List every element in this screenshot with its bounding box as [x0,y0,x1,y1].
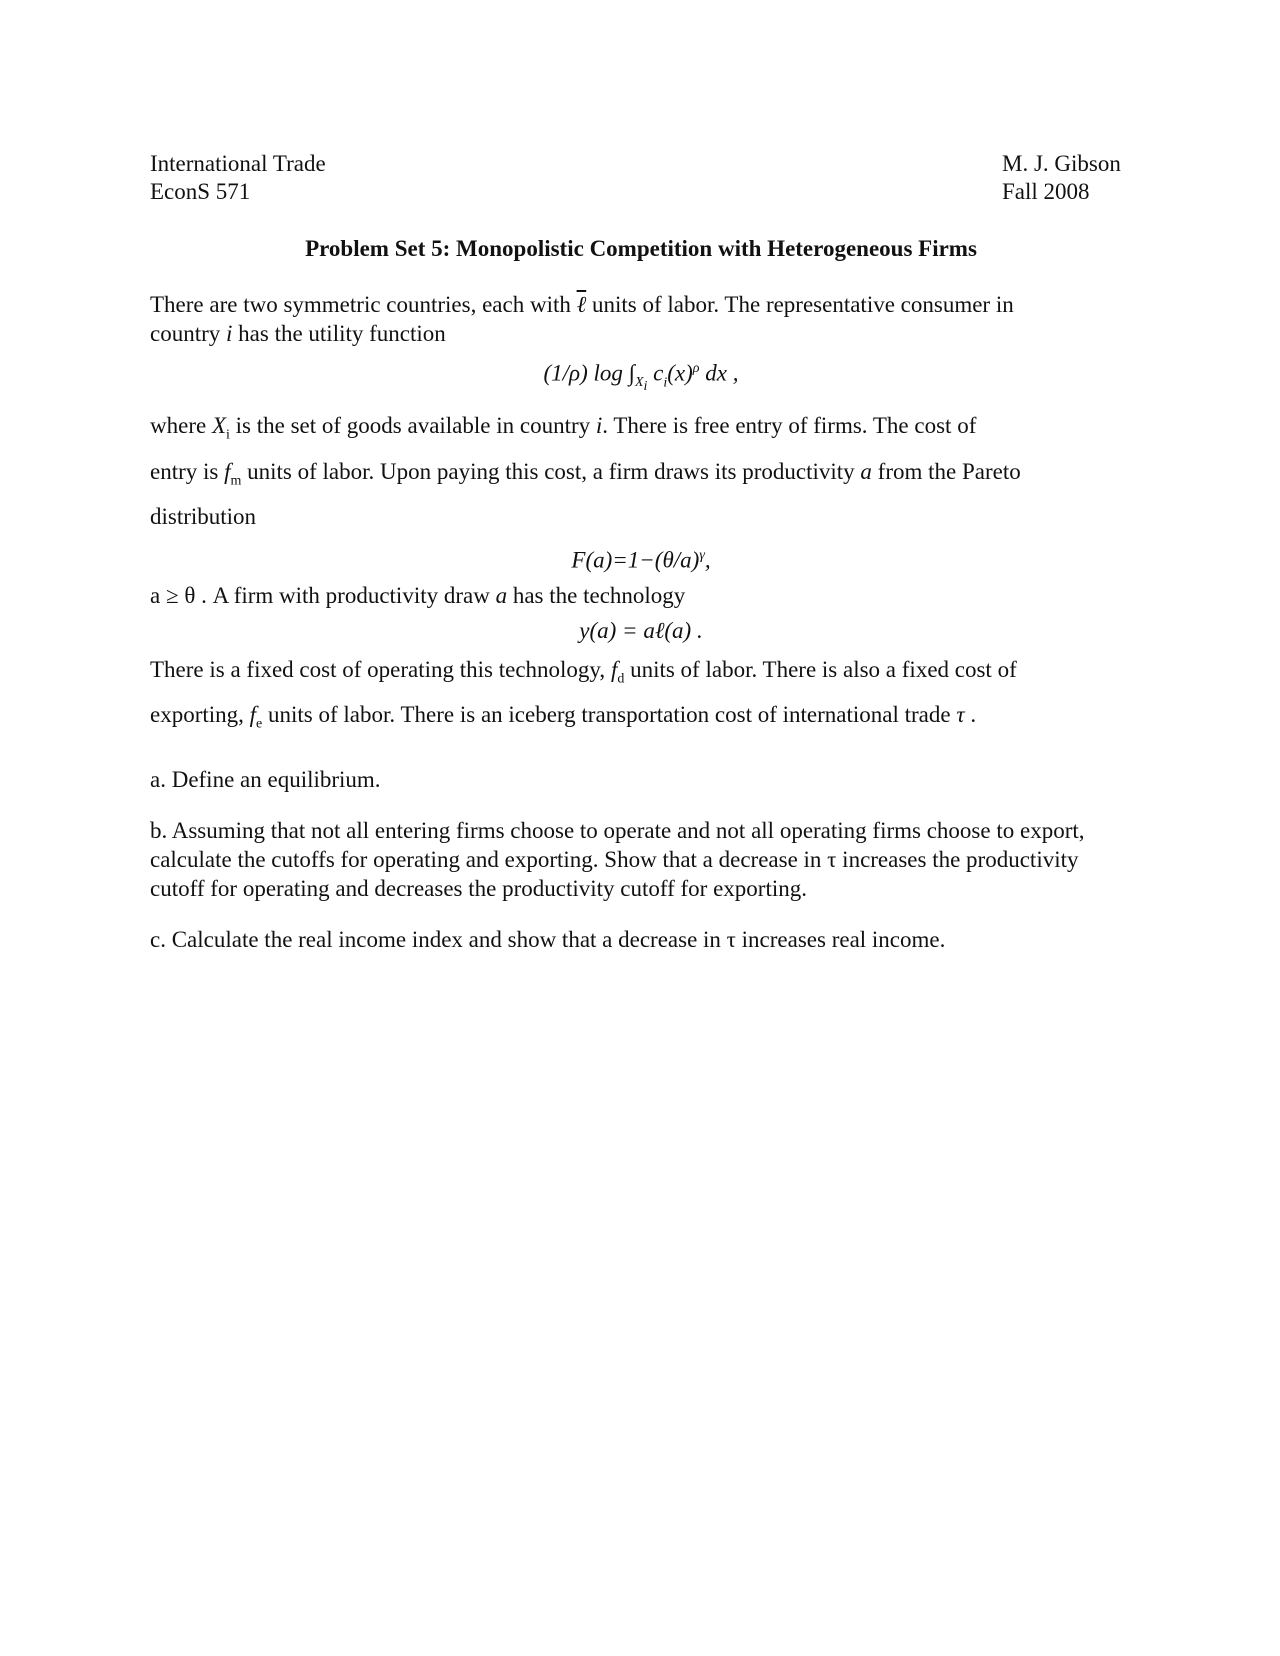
technology-line: a ≥ θ . A firm with productivity draw a has the technology [150,582,686,608]
header [150,150,1132,206]
course-info [150,150,326,206]
entry-paragraph: where $X_i$ is the set of goods available in country i. There is free entry of firms. The cost of entry is $f_m$ units of labor. Upon paying this cost, a firm draws its productivity a from the Pareto distribution [150,413,1021,530]
course-number: EconS 571 [150,179,251,204]
course-name: International Trade [150,151,326,176]
instructor-name: M. J. Gibson [1002,151,1121,176]
question-b: b. Assuming that not all entering firms choose to operate and not all operating firms choose to export, calculate the cutoffs for operating and exporting. Show that a decrease in τ increases the productivity cutoff for operating and decreases the productivity cutoff for exporting. [150,818,1085,902]
question-c: c. Calculate the real income index and show that a decrease in τ increases real income. [150,927,946,953]
question-a: a. Define an equilibrium. [150,767,381,793]
technology-equation: y(a) = aℓ(a) . [579,617,703,643]
page-title: Problem Set 5: Monopolistic Competition with Heterogeneous Firms [305,236,977,261]
pareto-equation: $F(a)=1-(\theta/a)^\gamma$, [571,547,711,573]
instructor-info [1002,150,1132,206]
labor-symbol: ℓ [576,292,587,317]
intro-paragraph: There are two symmetric countries, each with ℓ units of labor. The representative consumer in country i has the utility function [150,292,1014,346]
costs-paragraph: There is a fixed cost of operating this technology, $f_d$ units of labor. There is also a fixed cost of exporting, $f_e$ units of labor. There is an iceberg transportation cost of international trade τ . [150,656,1017,733]
problem-set-page [150,150,1132,954]
utility-equation: (1/ρ) $\log \int_{X_i}$ $c_i(x)^\rho$ dx , [543,360,739,395]
term: Fall 2008 [1002,179,1090,204]
